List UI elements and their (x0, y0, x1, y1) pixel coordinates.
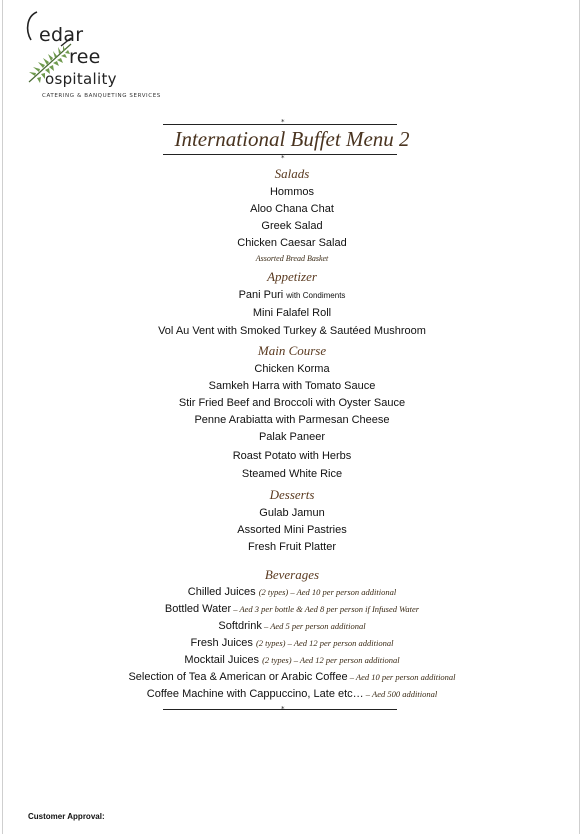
ornament-star: * (281, 705, 285, 713)
beverage-price: – Aed 5 per person additional (261, 621, 366, 631)
beverage-name: Fresh Juices (190, 637, 253, 649)
menu-item-note: with Condiments (286, 291, 346, 300)
menu-item: Fresh Fruit Platter (247, 541, 337, 553)
beverage-name: Coffee Machine with Cappuccino, Late etc… (146, 688, 364, 700)
menu-item: Samkeh Harra with Tomato Sauce (208, 380, 376, 392)
beverage-row (0, 620, 584, 632)
beverage-row (0, 586, 584, 598)
menu-item: Greek Salad (261, 220, 323, 232)
logo-tagline: CATERING & BANQUETING SERVICES (42, 93, 161, 99)
section-heading-main-course: Main Course (257, 343, 327, 358)
menu-note: Assorted Bread Basket (255, 254, 329, 263)
section-heading-desserts: Desserts (269, 487, 315, 502)
closing-rule (163, 709, 397, 710)
beverage-price: – Aed 12 per person additional (291, 655, 400, 665)
beverage-qualifier: (2 types) (255, 638, 286, 648)
menu-item: Chicken Caesar Salad (237, 237, 347, 249)
menu-item: Vol Au Vent with Smoked Turkey & Sautéed Mushroom (158, 325, 426, 337)
menu-item: Gulab Jamun (259, 507, 325, 519)
menu-item: Pani Puri (238, 289, 284, 301)
beverage-row (0, 654, 584, 666)
beverage-row (0, 637, 584, 649)
title-top-rule (163, 124, 397, 125)
logo-line-1: edar (39, 24, 84, 46)
menu-item: Roast Potato with Herbs (232, 450, 352, 462)
menu-item: Aloo Chana Chat (250, 203, 334, 215)
beverage-price: – Aed 500 additional (363, 689, 438, 699)
logo-line-3: ospitality (45, 70, 117, 88)
menu-item: Steamed White Rice (241, 468, 343, 480)
title-bottom-rule (163, 154, 397, 155)
section-heading-salads: Salads (274, 166, 310, 181)
ornament-star: * (281, 154, 285, 162)
beverage-name: Selection of Tea & American or Arabic Coffee (128, 671, 348, 683)
customer-approval-label: Customer Approval: (28, 812, 105, 821)
section-heading-appetizer: Appetizer (267, 269, 317, 284)
company-logo (25, 8, 161, 103)
ornament-star: * (281, 118, 285, 126)
beverage-row (0, 603, 584, 615)
menu-title: International Buffet Menu 2 (174, 127, 410, 151)
beverage-name: Bottled Water (164, 603, 232, 615)
beverage-price: – Aed 12 per person additional (285, 638, 394, 648)
beverage-name: Chilled Juices (187, 586, 256, 598)
beverage-name: Mocktail Juices (184, 654, 259, 666)
logo-line-2: ree (69, 46, 101, 68)
menu-item: Stir Fried Beef and Broccoli with Oyster Sauce (178, 397, 406, 409)
menu-item: Penne Arabiatta with Parmesan Cheese (194, 414, 390, 426)
beverage-price: – Aed 10 per person additional (288, 587, 397, 597)
menu-item: Mini Falafel Roll (252, 307, 332, 319)
beverage-qualifier: (2 types) (262, 655, 292, 665)
beverage-name: Softdrink (218, 620, 262, 632)
beverage-row (0, 671, 584, 683)
menu-item: Chicken Korma (254, 363, 330, 375)
menu-item: Palak Paneer (258, 431, 326, 443)
menu-item: Assorted Mini Pastries (237, 524, 347, 536)
beverage-row (0, 688, 584, 700)
menu-item: Hommos (269, 186, 314, 198)
beverage-qualifier: (2 types) (258, 587, 289, 597)
section-heading-beverages: Beverages (264, 567, 320, 582)
menu-item-with-note (0, 289, 584, 301)
beverage-price: – Aed 10 per person additional (347, 672, 456, 682)
beverage-price: – Aed 3 per bottle & Aed 8 per person if Infused Water (231, 604, 420, 614)
